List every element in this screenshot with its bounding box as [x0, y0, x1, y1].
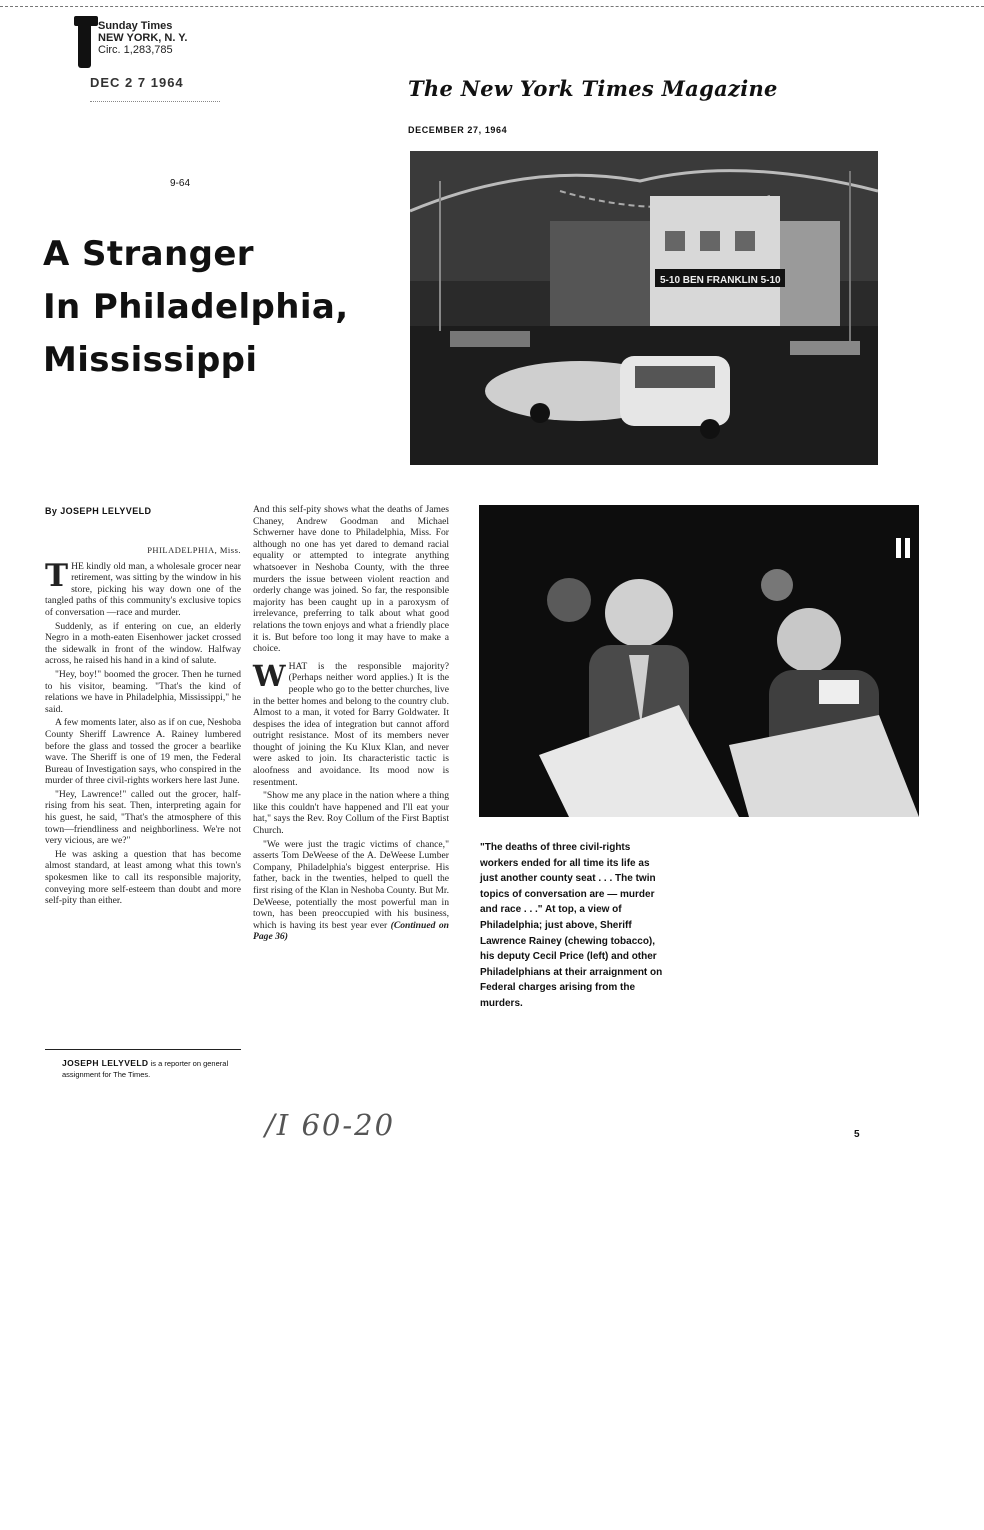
photo-philadelphia-street [410, 151, 878, 465]
paragraph: "Show me any place in the nation where a thing like this couldn't have happened and I'll eat your hat," says the Rev. Roy Collum of the First Baptist Church. [253, 790, 449, 837]
article-column-2 [253, 504, 449, 945]
photo-caption: "The deaths of three civil-rights workers ended for all time its life as just another county seat . . . The twin topics of conversation are — murder and race . . ." At top, a view of Philadelphia; just above, Sheriff Lawrence Rainey (chewing tobacco), his deputy Cecil Price (left) and other Philadelphians at their arraignment on Federal charges arising from the murders. [480, 842, 663, 1009]
street-scene-image [410, 151, 878, 465]
article-column-1 [45, 545, 241, 909]
clipping-t-mark-icon [78, 18, 91, 68]
clipping-city: NEW YORK, N. Y. [98, 32, 188, 44]
bio-name: JOSEPH LELYVELD [62, 1058, 149, 1068]
stamp-divider [90, 101, 220, 102]
bio-text: is a reporter on general assignment for The Times. [62, 1059, 229, 1079]
dateline: PHILADELPHIA, Miss. [147, 545, 241, 555]
paragraph-text: "We were just the tragic victims of chance," asserts Tom DeWeese of the A. DeWeese Lumber Company, Philadelphia's biggest enterprise. His father, back in the twenties, helped to quell the first rising of the Klan in Neshoba County. But Mr. DeWeese, potentially the most powerful man in town, has been preoccupied with his business, which is having its best year ever [253, 838, 449, 931]
headline-line-3: Mississippi [43, 340, 258, 380]
store-sign-text: 5-10 BEN FRANKLIN 5-10 [660, 275, 781, 286]
paragraph-text: HAT is the responsible majority? (Perhaps neither word applies.) It is the people who go to the better churches, live in the better homes and belong to the country club. Almost to a man, it voted for Barry Goldwater. It despises the idea of integration but cannot afford outright resistance. Most of its members never thought of joining the Ku Klux Klan, and never were asked to join. Its characteristic tactic is aloofness and avoidance. Its mood now is resentment. [253, 660, 449, 788]
clipping-paper: Sunday Times [98, 20, 173, 32]
page-code: 9-64 [170, 178, 191, 189]
drop-cap: W [253, 658, 286, 693]
paragraph: He was asking a question that has become almost standard, at least among what this town's spokesmen like to call its responsible majority, conveying more self-esteem than doubt and more self-pity than either. [45, 848, 241, 907]
paragraph: And this self-pity shows what the deaths of James Chaney, Andrew Goodman and Michael Schwerner have done to Philadelphia, Miss. For although no one has yet dared to demand racial equality or attempted to integrate anything whatsoever in Neshoba County, with the three murders the issue between violent reaction and orderly change was joined. So far, the responsible majority has been caught up in a paroxysm of irrelevance, preferring to talk about what good relations the town enjoys and what a friendly place it is. But before too long it may have to make a choice. [253, 504, 449, 655]
paragraph: "Hey, boy!" boomed the grocer. Then he turned to his visitor, beaming. "That's the kind of relations we have in Philadelphia, Mississippi," he said. [45, 668, 241, 715]
paragraph [253, 658, 449, 789]
bio-divider [45, 1049, 241, 1050]
paragraph: "Hey, Lawrence!" called out the grocer, half-rising from his seat. Then, interpreting again for his guest, he said, "That's the atmosphere of this town—friendliness and neighborliness. We're not very vicious, are we?" [45, 788, 241, 847]
date-stamp: DEC 2 7 1964 [90, 75, 184, 90]
photo-arraignment [479, 505, 919, 817]
masthead-title: The New York Times Magazine [408, 76, 778, 101]
paragraph: Suddenly, as if entering on cue, an elderly Negro in a moth-eaten Eisenhower jacket crossed the sidewalk in front of the window. Halfway across, he raised his hand in a kind of salute. [45, 620, 241, 667]
paragraph-text: HE kindly old man, a wholesale grocer near retirement, was sitting by the window in his store, picking his way down one of the tangled paths of this community's exclusive topics of conversation —race and murder. [45, 560, 241, 618]
clipping-stamp [78, 18, 228, 80]
clipping-circulation: Circ. 1,283,785 [98, 44, 173, 56]
author-bio [62, 1058, 242, 1080]
page-number: 5 [854, 1129, 860, 1140]
handwritten-note: /I 60-20 [265, 1108, 396, 1142]
paragraph [253, 839, 449, 943]
issue-date: DECEMBER 27, 1964 [408, 125, 508, 135]
headline-line-2: In Philadelphia, [43, 287, 349, 327]
byline: By JOSEPH LELYVELD [45, 506, 152, 516]
page-top-edge [0, 0, 984, 7]
arraignment-image [479, 505, 919, 817]
paragraph: A few moments later, also as if on cue, Neshoba County Sheriff Lawrence A. Rainey lumbered before the glass and tossed the grocer a bearlike wave. The Sheriff is one of 19 men, the Federal Bureau of Investigation says, who conspired in the murder of three civil-rights workers here last June. [45, 717, 241, 787]
headline [43, 228, 383, 387]
paragraph [45, 557, 241, 619]
drop-cap: T [45, 557, 69, 594]
continued-note: (Continued on Page 36) [253, 919, 449, 943]
headline-line-1: A Stranger [43, 234, 254, 274]
